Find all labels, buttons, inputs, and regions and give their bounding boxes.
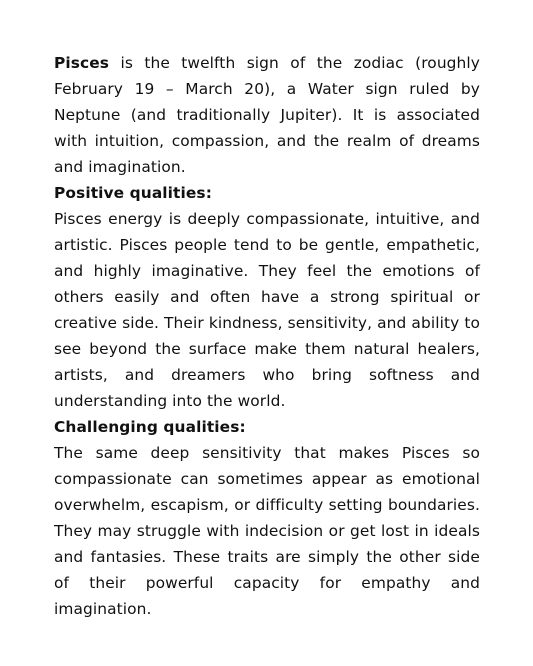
document-body	[54, 50, 480, 622]
challenging-qualities-paragraph: The same deep sensitivity that makes Pisces so compassionate can sometimes appear as emotional overwhelm, escapism, or difficulty setting boundaries. They may struggle with indecision or get lost in ideals and fantasies. These traits are simply the other side of their powerful capacity for empathy and imagination.	[54, 444, 480, 618]
positive-qualities-heading: Positive qualities:	[54, 184, 212, 202]
intro-lead-word: Pisces	[54, 54, 110, 72]
intro-paragraph	[54, 50, 480, 180]
challenging-qualities-heading: Challenging qualities:	[54, 418, 246, 436]
intro-text: is the twelfth sign of the zodiac (roughly February 19 – March 20), a Water sign ruled by Neptune (and traditionally Jupiter). It is associated with intuition, compassion, and the realm of dreams and imagination.	[54, 54, 480, 176]
positive-qualities-paragraph: Pisces energy is deeply compassionate, intuitive, and artistic. Pisces people tend to be gentle, empathetic, and highly imaginative. They feel the emotions of others easily and often have a strong spiritual or creative side. Their kindness, sensitivity, and ability to see beyond the surface make them natural healers, artists, and dreamers who bring softness and understanding into the world.	[54, 210, 480, 410]
